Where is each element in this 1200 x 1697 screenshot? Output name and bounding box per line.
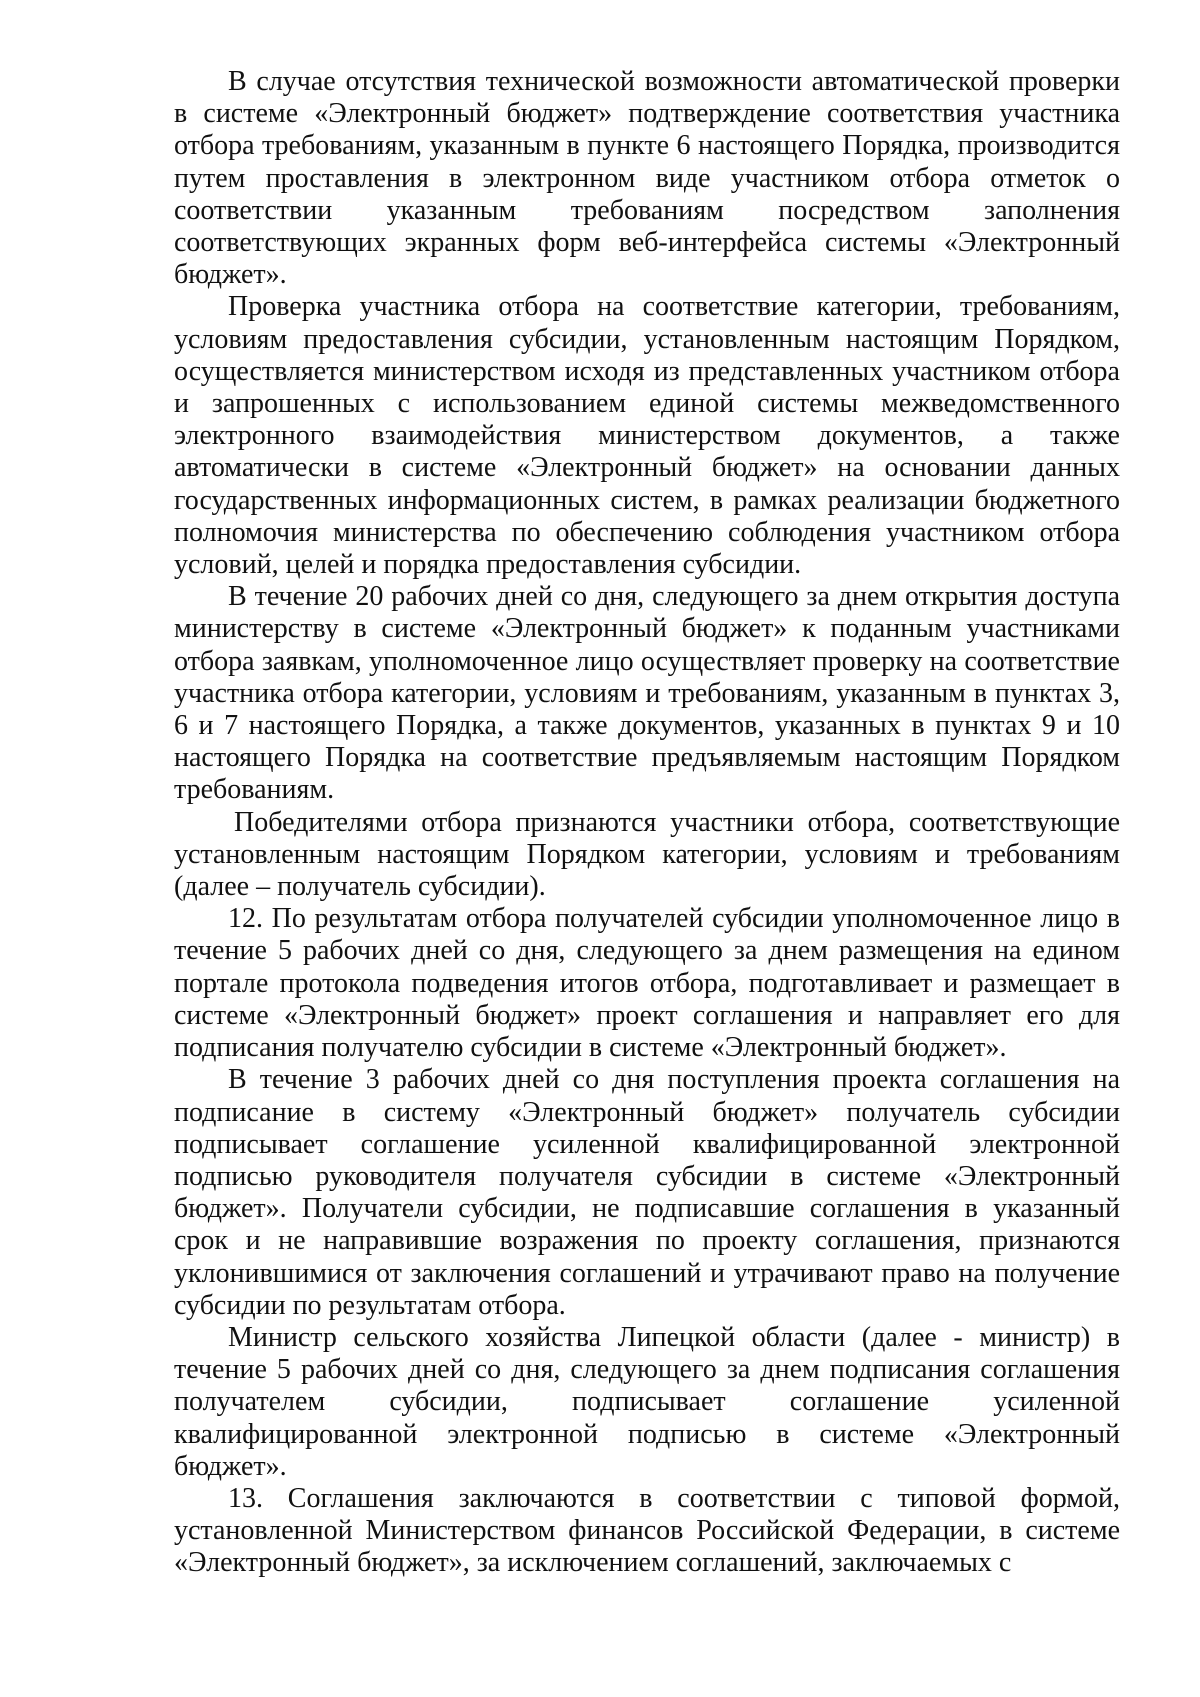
paragraph-winners: Победителями отбора признаются участники отбора, соответствующие установленным настоящим Порядком категории, условиям и требованиям (далее – получатель субсидии). <box>174 806 1120 903</box>
document-page <box>174 66 1120 1580</box>
paragraph-signing-recipient: В течение 3 рабочих дней со дня поступления проекта соглашения на подписание в систему «Электронный бюджет» получатель субсидии подписывает соглашение усиленной квалифицированной электронной подписью руководителя получателя субсидии в системе «Электронный бюджет». Получатели субсидии, не подписавшие соглашения в указанный срок и не направившие возражения по проекту соглашения, признаются уклонившимися от заключения соглашений и утрачивают право на получение субсидии по результатам отбора. <box>174 1064 1120 1321</box>
paragraph-signing-minister: Министр сельского хозяйства Липецкой области (далее - министр) в течение 5 рабочих дней со дня, следующего за днем подписания соглашения получателем субсидии, подписывает соглашение усиленной квалифицированной электронной подписью в системе «Электронный бюджет». <box>174 1321 1120 1482</box>
paragraph-auto-check: В случае отсутствия технической возможности автоматической проверки в системе «Электронный бюджет» подтверждение соответствия участника отбора требованиям, указанным в пункте 6 настоящего Порядка, производится путем проставления в электронном виде участником отбора отметок о соответствии указанным требованиям посредством заполнения соответствующих экранных форм веб-интерфейса системы «Электронный бюджет». <box>174 66 1120 291</box>
paragraph-review-period: В течение 20 рабочих дней со дня, следующего за днем открытия доступа министерству в системе «Электронный бюджет» к поданным участниками отбора заявкам, уполномоченное лицо осуществляет проверку на соответствие участника отбора категории, условиям и требованиям, указанным в пунктах 3, 6 и 7 настоящего Порядка, а также документов, указанных в пунктах 9 и 10 настоящего Порядка на соответствие предъявляемым настоящим Порядком требованиям. <box>174 581 1120 806</box>
paragraph-participant-check: Проверка участника отбора на соответствие категории, требованиям, условиям предоставления субсидии, установленным настоящим Порядком, осуществляется министерством исходя из представленных участником отбора и запрошенных с использованием единой системы межведомственного электронного взаимодействия министерством документов, а также автоматически в системе «Электронный бюджет» на основании данных государственных информационных систем, в рамках реализации бюджетного полномочия министерства по обеспечению соблюдения участником отбора условий, целей и порядка предоставления субсидии. <box>174 291 1120 581</box>
paragraph-item-12: 12. По результатам отбора получателей субсидии уполномоченное лицо в течение 5 рабочих дней со дня, следующего за днем размещения на едином портале протокола подведения итогов отбора, подготавливает и размещает в системе «Электронный бюджет» проект соглашения и направляет его для подписания получателю субсидии в системе «Электронный бюджет». <box>174 903 1120 1064</box>
paragraph-item-13: 13. Соглашения заключаются в соответствии с типовой формой, установленной Министерством финансов Российской Федерации, в системе «Электронный бюджет», за исключением соглашений, заключаемых с <box>174 1482 1120 1579</box>
